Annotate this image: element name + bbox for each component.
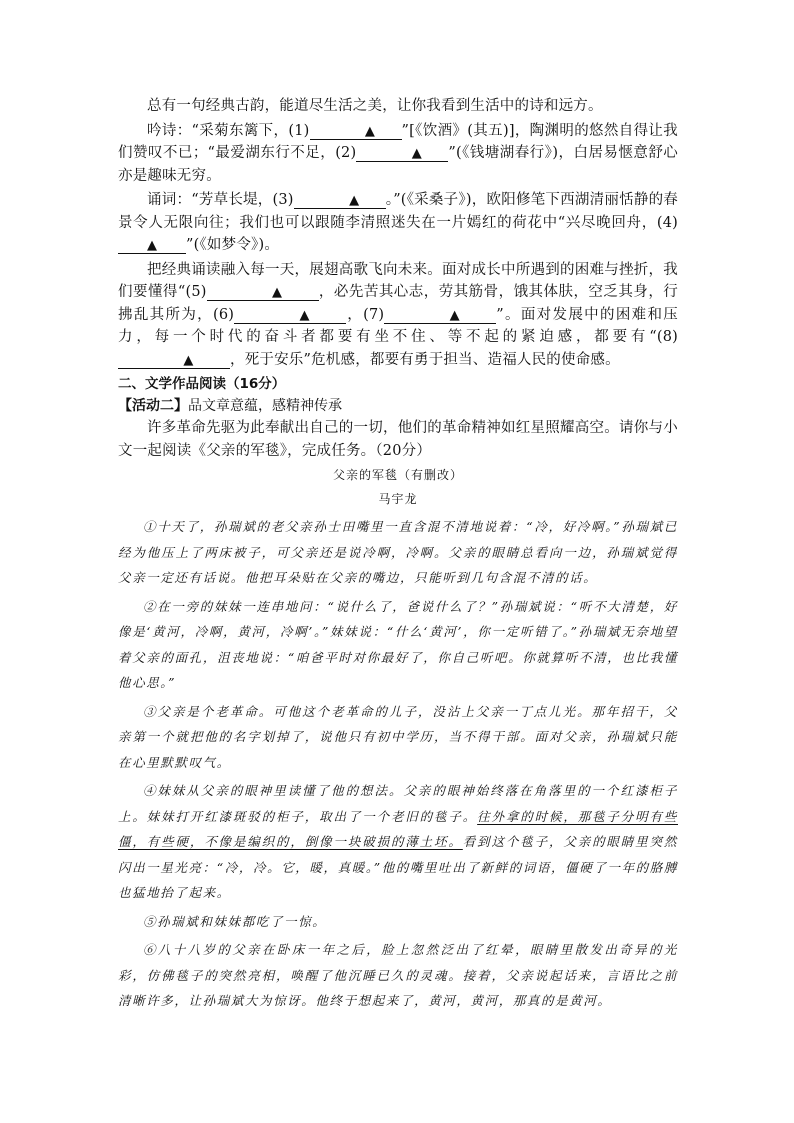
story-paragraph-2: ②在一旁的妹妹一连串地问：“说什么了，爸说什么了？”孙瑞斌说：“听不大清楚，好像是‘黄河，冷啊，黄河，冷啊’。”妹妹说：“什么‘黄河’，你一定听错了。”孙瑞斌无奈地望着父亲的面孔，沮丧地说：“咱爸平时对你最好了，你自己听吧。你就算听不清，也比我懂他心思。” [118,598,678,690]
answer-blank-2[interactable] [356,145,448,162]
story-paragraph-1: ①十天了，孙瑞斌的老父亲孙士田嘴里一直含混不清地说着：“冷，好冷啊。”孙瑞斌已经为他压上了两床被子，可父亲还是说冷啊，冷啊。父亲的眼睛总看向一边，孙瑞斌觉得父亲一定还有话说。他把耳朵贴在父亲的嘴边，只能听到几句含混不清的话。 [118,519,678,585]
intro-paragraph: 总有一句经典古韵，能道尽生活之美，让你我看到生活中的诗和远方。 [147,98,603,114]
story-paragraph-5: ⑤孙瑞斌和妹妹都吃了一惊。 [143,913,327,929]
yinshi-text-b: ”[《饮酒》(其五)]，陶渊明的悠然自得让我们赞叹不已；“最爱湖东行不足，(2) [118,122,678,161]
story-paragraph-6: ⑥八十八岁的父亲在卧床一年之后，脸上忽然泛出了红晕，眼睛里散发出奇异的光彩，仿佛毯子的突然亮相，唤醒了他沉睡已久的灵魂。接着，父亲说起话来，言语比之前清晰许多，让孙瑞斌大为惊讶。他终于想起来了，黄河，黄河，那真的是黄河。 [118,942,678,1008]
answer-blank-8[interactable] [118,352,230,369]
triangle-marker-icon: ▲ [349,193,360,208]
triangle-marker-icon: ▲ [449,307,460,323]
document-page [118,95,678,1017]
jingdian-paragraph [118,259,678,372]
jingdian-text-b: ，必先苦其心志，劳其筋骨，饿其体肤，空乏其身，行拂乱其所为，(6) [118,284,678,323]
section-heading: 二、文学作品阅读（16分） [118,376,286,392]
story-paragraph-4 [118,778,678,906]
triangle-marker-icon: ▲ [364,123,376,139]
jingdian-text-a: 把经典诵读融入每一天，展翅高歌飞向未来。面对成长中所遇到的困难与挫折，我们要懂得“(5) [118,261,678,300]
triangle-marker-icon: ▲ [411,146,422,161]
jingdian-text-d: ”。面对发展中的困难和压力，每一个时代的奋斗者都要有坐不住、等不起的紧迫感，都要有“(8) [118,306,679,345]
triangle-marker-icon: ▲ [299,307,310,323]
yinshi-paragraph [118,120,678,188]
activity-intro: 许多革命先驱为此奉献出自己的一切，他们的革命精神如红星照耀高空。请你与小文一起阅读《父亲的军毯》，完成任务。（20分） [118,420,678,459]
story-paragraph-3: ③父亲是个老革命。可他这个老革命的儿子，没沾上父亲一丁点儿光。那年招干，父亲第一个就把他的名字划掉了，说他只有初中学历，当不得干部。面对父亲，孙瑞斌只能在心里默默叹气。 [118,703,678,770]
songci-text-a: 诵词：“芳草长堤，(3) [147,192,294,208]
activity-text: 品文章意蕴，感精神传承 [188,398,342,414]
songci-text-b: 。”(《采桑子》)，欧阳修笔下西湖清丽恬静的春景令人无限向往；我们也可以跟随李清照迷失在一片嫣红的荷花中“兴尽晚回舟，(4) [118,192,679,231]
underlined-sentence: 往外拿的时候，那毯子分明有些僵，有些硬，不像是编织的，倒像一块破损的薄土坯。 [118,808,678,849]
answer-blank-6[interactable] [234,307,346,324]
answer-blank-5[interactable] [207,284,319,301]
triangle-marker-icon: ▲ [147,238,158,253]
yinshi-text-a: 吟诗：“采菊东篱下，(1) [147,122,310,139]
jingdian-text-e: ，死于安乐”危机感，都要有勇于担当、造福人民的使命感。 [230,351,620,368]
triangle-marker-icon: ▲ [183,352,194,368]
jingdian-text-c: ，(7) [346,306,385,323]
answer-blank-3[interactable] [294,192,386,209]
story-author: 马宇龙 [378,492,418,506]
story-paragraph-4-text-b: 看到这个毯子，父亲的眼睛里突然闪出一星光亮：“冷，冷。它，暖，真暖。”他的嘴里吐出了新鲜的词语，僵硬了一年的胳膊也猛地抬了起来。 [118,834,678,900]
songci-text-c: ”(《如梦令》)。 [186,237,280,253]
activity-line [118,395,678,417]
triangle-marker-icon: ▲ [272,285,283,300]
activity-label: 【活动二】 [118,398,188,414]
answer-blank-4[interactable] [118,237,186,254]
story-paragraph-4-text-a: ④妹妹从父亲的眼神里读懂了他的想法。父亲的眼神始终落在角落里的一个红漆柜子上。妹妹打开红漆斑驳的柜子，取出了一个老旧的毯子。 [118,783,678,824]
story-title: 父亲的军毯（有删改） [332,468,463,482]
yinshi-text-c: ”(《钱塘湖春行》)，白居易惬意舒心亦是趣味无穷。 [118,145,678,184]
songci-paragraph [118,189,678,257]
answer-blank-1[interactable] [310,123,402,140]
answer-blank-7[interactable] [384,307,496,324]
